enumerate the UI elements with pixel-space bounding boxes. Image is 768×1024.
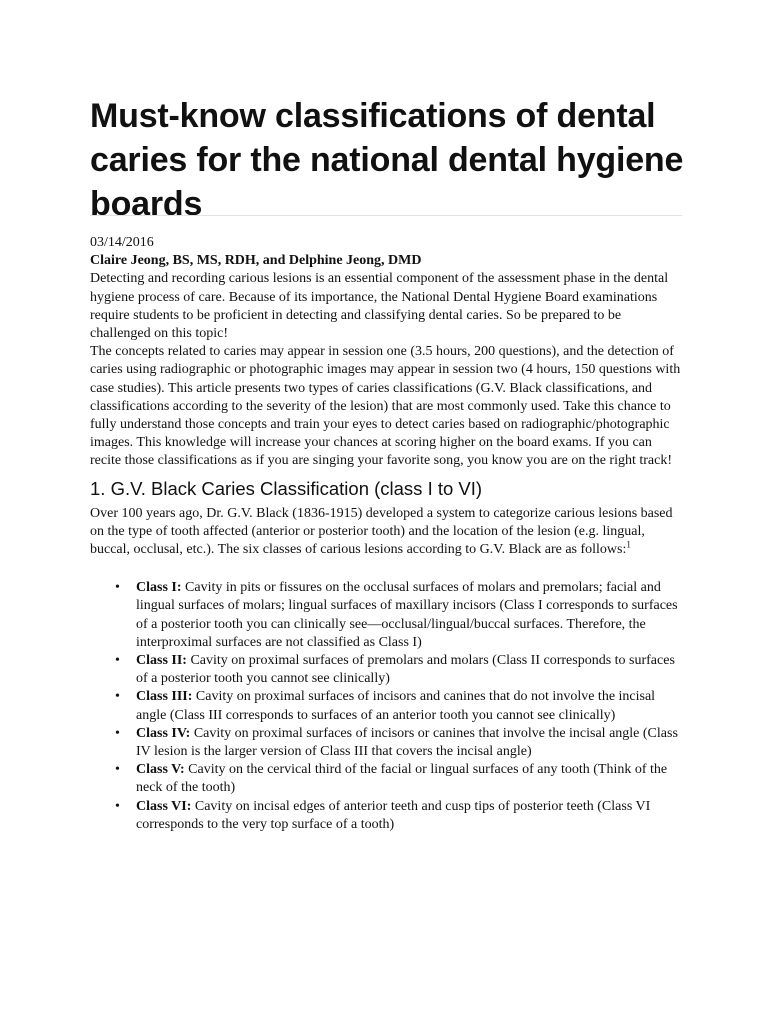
class-label: Class IV: <box>136 725 191 741</box>
section-intro <box>90 505 684 560</box>
list-item-class-6 <box>115 798 684 834</box>
class-description: Cavity in pits or fissures on the occlusal surfaces of molars and premolars; facial and lingual surfaces of molars; lingual surfaces of maxillary incisors (Class I corresponds to surfaces of a posterior tooth you can clinically see—occlusal/lingual/buccal surfaces. Therefore, the interproximal surfaces are not classified as Class I) <box>136 580 678 650</box>
paragraph-sessions: The concepts related to caries may appear in session one (3.5 hours, 200 questions), and the detection of caries using radiographic or photographic images may appear in session two (4 hours, 150 questions with case studies). This article presents two types of caries classifications (G.V. Black classifications, and classifications according to the severity of the lesion) that are most commonly used. Take this chance to fully understand those concepts and train your eyes to detect caries based on radiographic/photographic images. This knowledge will increase your chances at scoring higher on the board exams. If you can recite those classifications as if you are singing your favorite song, you know you are on the right track! <box>90 344 681 469</box>
class-description: Cavity on incisal edges of anterior teeth and cusp tips of posterior teeth (Class VI corresponds to the very top surface of a tooth) <box>136 798 651 832</box>
bullet-icon: • <box>115 725 120 741</box>
class-description: Cavity on proximal surfaces of incisors or canines that involve the incisal angle (Class IV lesion is the larger version of Class III that covers the incisal angle) <box>136 725 678 760</box>
class-label: Class II: <box>136 653 187 669</box>
list-item-class-2 <box>115 652 684 688</box>
class-description: Cavity on the cervical third of the facial or lingual surfaces of any tooth (Think of the neck of the tooth) <box>136 762 668 796</box>
publish-date: 03/14/2016 <box>90 235 154 250</box>
bullet-icon: • <box>115 653 120 669</box>
bullet-icon: • <box>115 580 120 596</box>
class-description: Cavity on proximal surfaces of premolars and molars (Class II corresponds to surfaces of a posterior tooth you cannot see clinically) <box>136 653 675 687</box>
class-description: Cavity on proximal surfaces of incisors and canines that do not involve the incisal angle (Class III corresponds to surfaces of an anterior tooth you cannot see clinically) <box>136 689 656 723</box>
class-label: Class III: <box>136 689 193 705</box>
paragraph-intro: Detecting and recording carious lesions is an essential component of the assessment phase in the dental hygiene process of care. Because of its importance, the National Dental Hygiene Board examinations require students to be proficient in detecting and classifying dental caries. So be prepared to be challenged on this topic! <box>90 271 669 342</box>
title-divider <box>90 215 682 216</box>
section-intro-text: Over 100 years ago, Dr. G.V. Black (1836-1915) developed a system to categorize carious lesions based on the type of tooth affected (anterior or posterior tooth) and the location of the lesion (e.g. lingual, buccal, occlusal, etc.). The six classes of carious lesions according to G.V. Black are as follows: <box>90 505 673 558</box>
caries-class-list <box>90 579 684 834</box>
class-label: Class V: <box>136 762 185 778</box>
bullet-icon: • <box>115 798 120 814</box>
footnote-reference: 1 <box>626 539 631 550</box>
bullet-icon: • <box>115 762 120 778</box>
class-label: Class I: <box>136 580 182 596</box>
list-item-class-5 <box>115 761 684 797</box>
list-item-class-1 <box>115 579 684 652</box>
article-body <box>90 234 684 834</box>
list-item-class-3 <box>115 688 684 724</box>
section-heading-gv-black: 1. G.V. Black Caries Classification (class I to VI) <box>90 477 483 499</box>
article-title: Must-know classifications of dental caries for the national dental hygiene boards <box>90 97 684 223</box>
bullet-icon: • <box>115 689 120 705</box>
class-label: Class VI: <box>136 798 192 814</box>
article-authors: Claire Jeong, BS, MS, RDH, and Delphine Jeong, DMD <box>90 253 422 269</box>
list-item-class-4 <box>115 725 684 761</box>
